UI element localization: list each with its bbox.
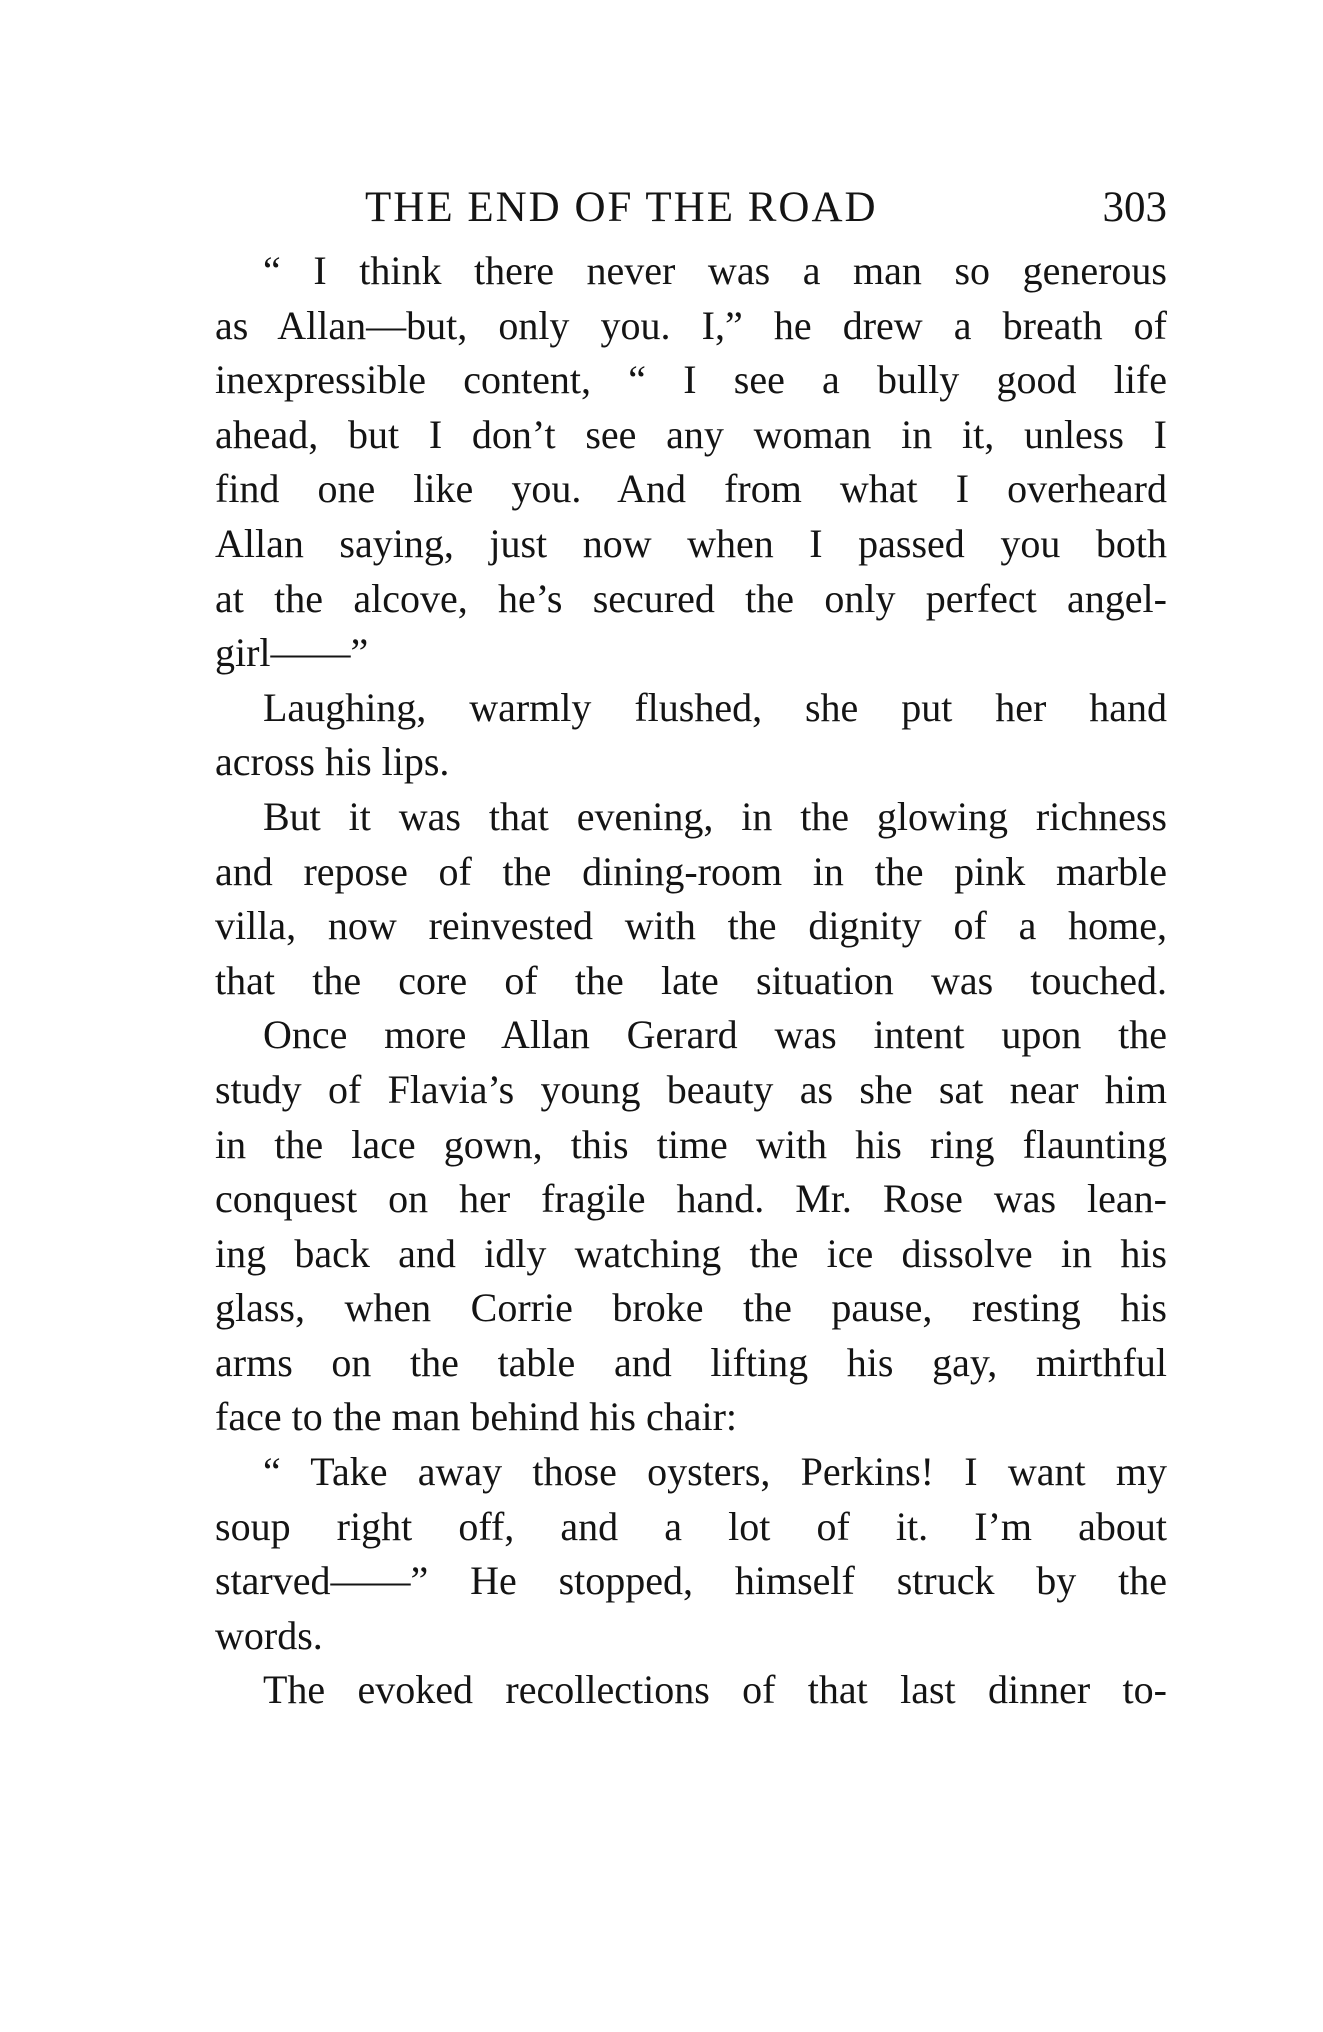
page-header (215, 183, 1167, 239)
text-line: ahead, but I don’t see any woman in it, unless I (215, 411, 1167, 457)
text-line: face to the man behind his chair: (215, 1394, 738, 1440)
text-line: conquest on her fragile hand. Mr. Rose was lean- (215, 1176, 1167, 1222)
text-line: arms on the table and lifting his gay, mirthful (215, 1339, 1167, 1385)
text-line: “ Take away those oysters, Perkins! I want my (263, 1449, 1167, 1495)
body-text (215, 244, 1167, 1718)
text-line: and repose of the dining-room in the pink marble (215, 848, 1167, 894)
text-line: Laughing, warmly flushed, she put her hand (263, 684, 1167, 730)
running-title: THE END OF THE ROAD (365, 184, 878, 231)
text-line: across his lips. (215, 739, 450, 785)
text-line: girl——” (215, 630, 369, 676)
text-line: as Allan—but, only you. I,” he drew a breath of (215, 302, 1167, 348)
text-line: ing back and idly watching the ice dissolve in his (215, 1230, 1167, 1276)
text-line: inexpressible content, “ I see a bully good life (215, 357, 1167, 403)
text-line: “ I think there never was a man so generous (263, 248, 1167, 293)
text-line: But it was that evening, in the glowing richness (263, 793, 1167, 839)
text-line: villa, now reinvested with the dignity of a home, (215, 903, 1167, 949)
text-line: Once more Allan Gerard was intent upon the (263, 1012, 1167, 1058)
text-line: starved——” He stopped, himself struck by the (215, 1558, 1167, 1604)
text-line: The evoked recollections of that last dinner to- (263, 1667, 1167, 1713)
text-line: words. (215, 1612, 323, 1658)
text-line: study of Flavia’s young beauty as she sat near him (215, 1066, 1167, 1112)
text-line: glass, when Corrie broke the pause, resting his (215, 1285, 1167, 1331)
text-line: in the lace gown, this time with his ring flaunting (215, 1121, 1167, 1167)
text-line: find one like you. And from what I overheard (215, 466, 1167, 512)
text-line: soup right off, and a lot of it. I’m about (215, 1503, 1167, 1549)
text-line: at the alcove, he’s secured the only perfect angel- (215, 575, 1167, 621)
text-line: that the core of the late situation was touched. (215, 957, 1167, 1003)
page-number: 303 (1102, 184, 1167, 231)
text-line: Allan saying, just now when I passed you both (215, 520, 1167, 566)
